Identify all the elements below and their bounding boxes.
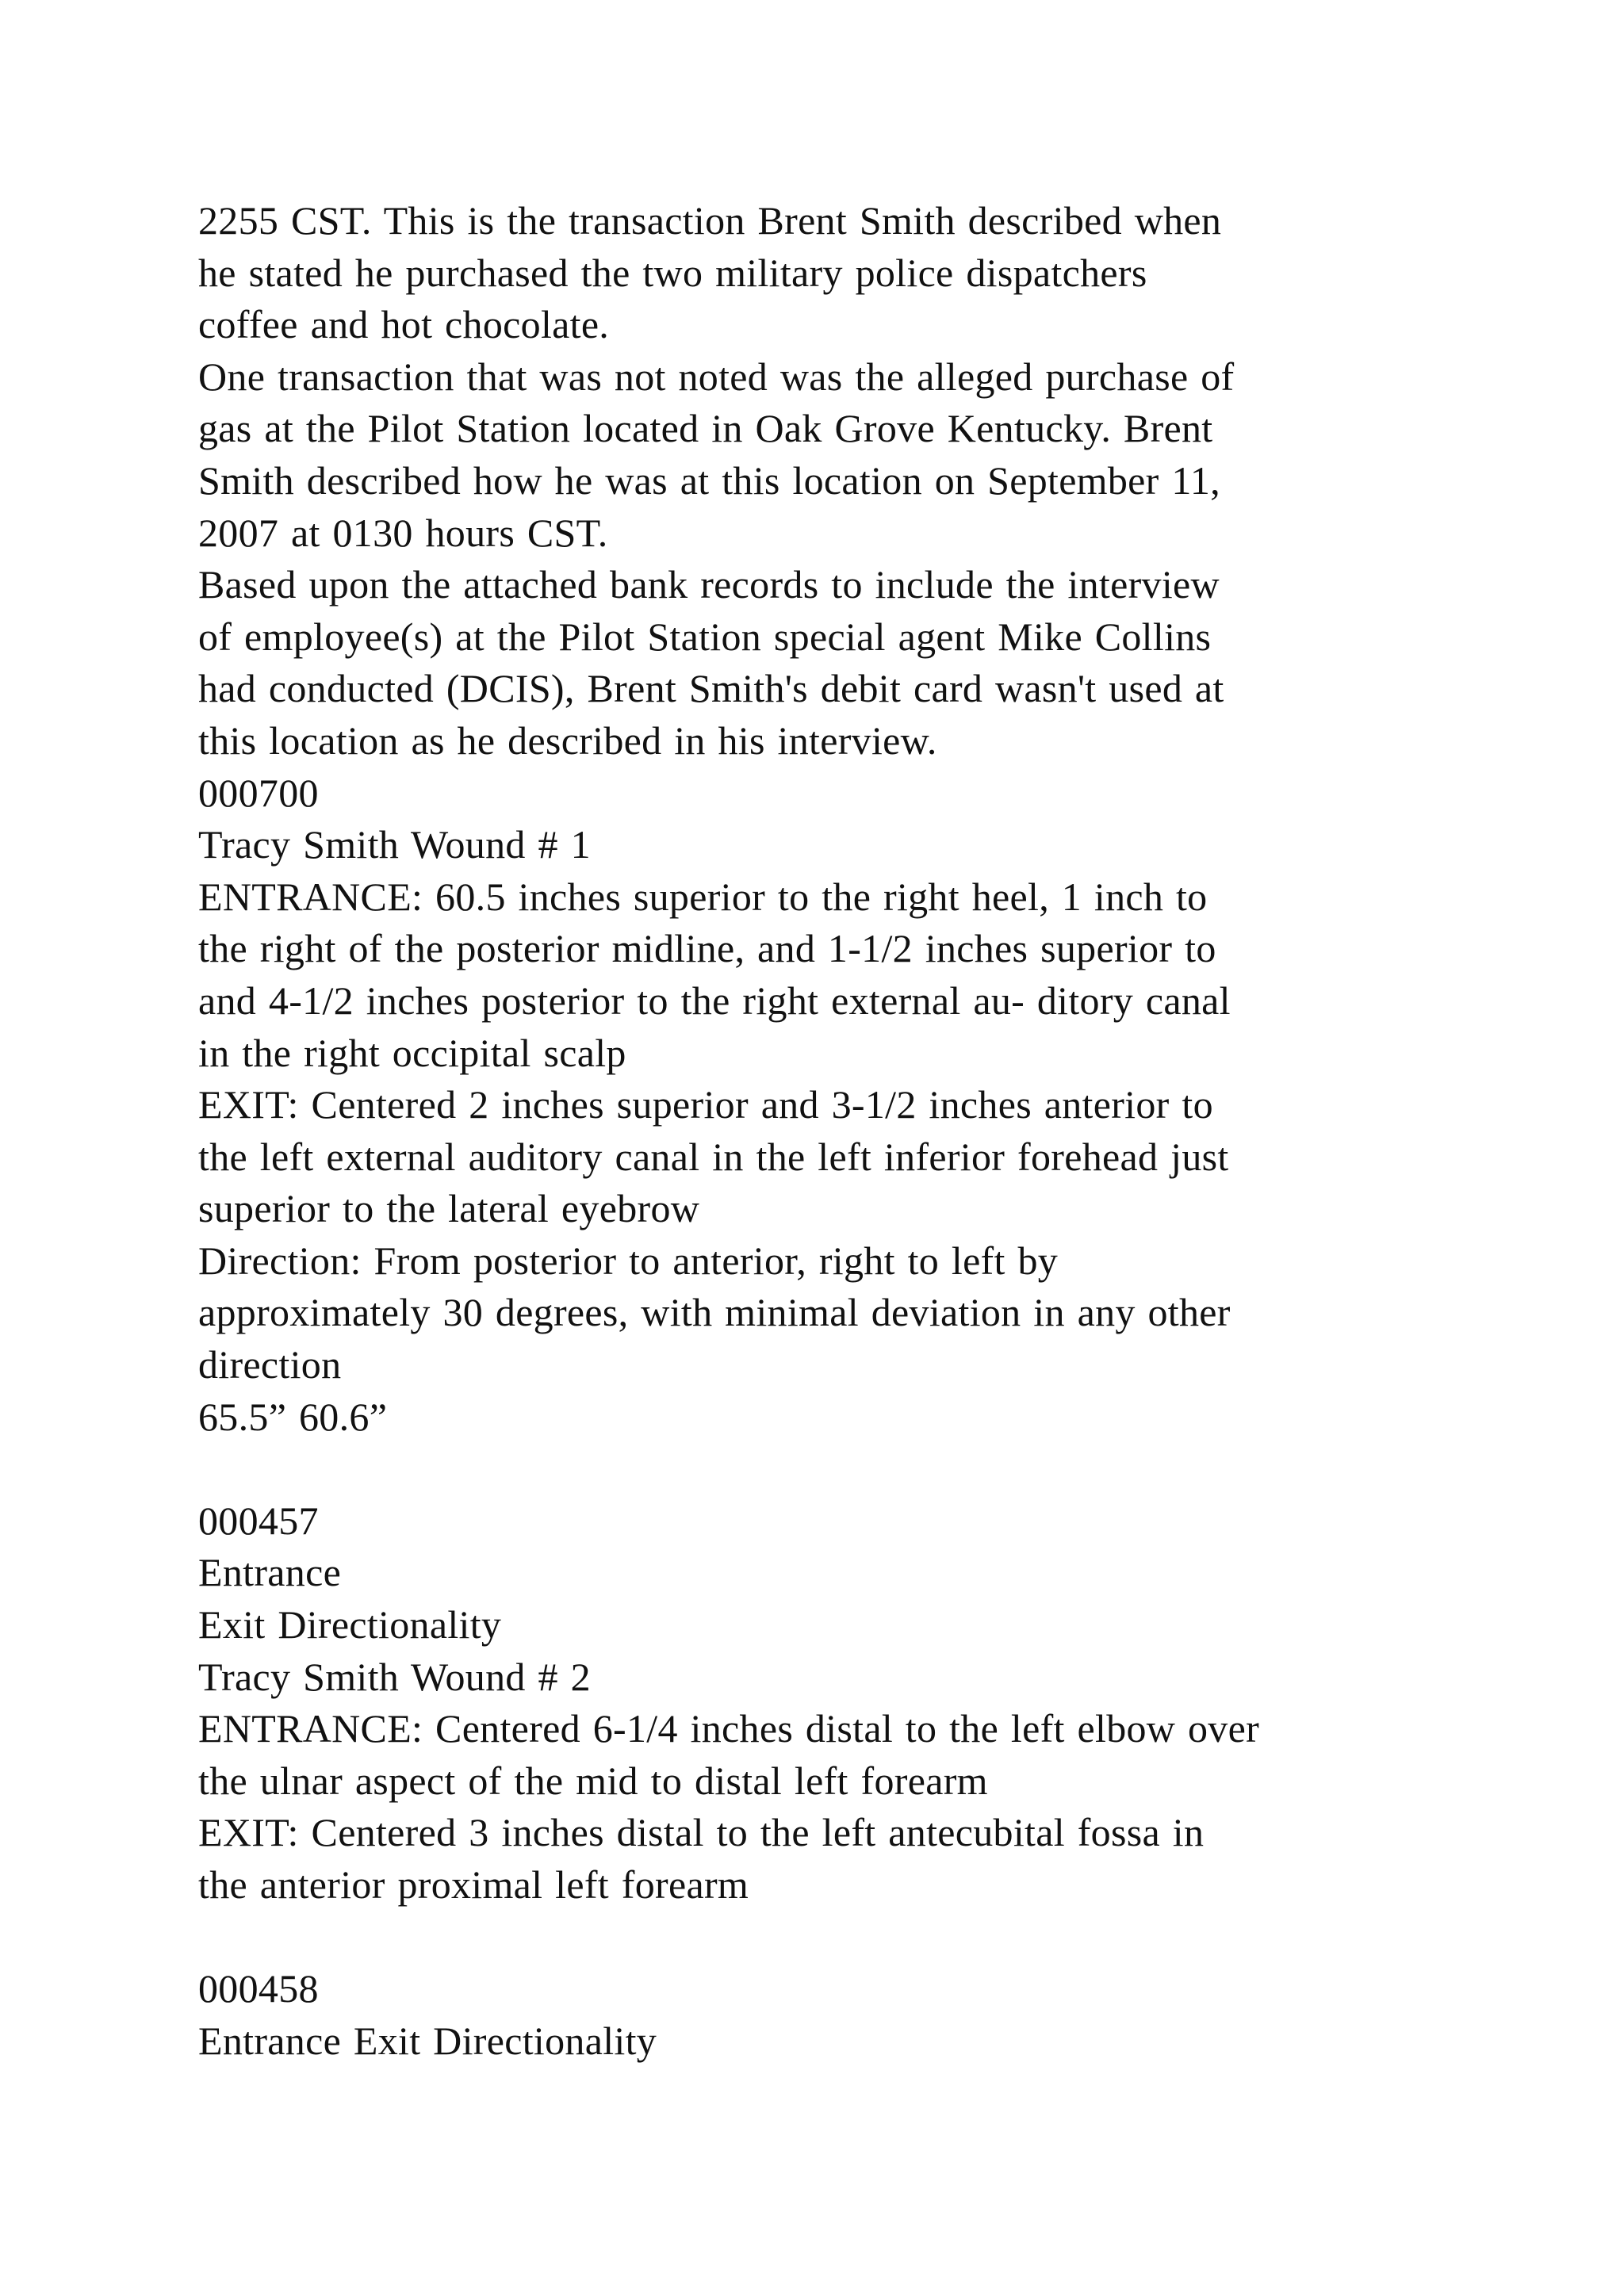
text-line: Based upon the attached bank records to include the interview	[198, 562, 1220, 607]
text-line: Exit Directionality	[198, 1602, 502, 1647]
text-line: he stated he purchased the two military police dispatchers	[198, 250, 1147, 295]
blank-line	[198, 1911, 1507, 1964]
text-line: approximately 30 degrees, with minimal deviation in any other	[198, 1290, 1231, 1335]
text-line: gas at the Pilot Station located in Oak Grove Kentucky. Brent	[198, 406, 1213, 451]
text-line: and 4-1/2 inches posterior to the right external au- ditory canal	[198, 978, 1231, 1023]
document-body	[198, 195, 1507, 2067]
measurement-line: 65.5” 60.6”	[198, 1394, 388, 1439]
text-line: the right of the posterior midline, and 1-1/2 inches superior to	[198, 926, 1216, 971]
bates-number: 000457	[198, 1498, 319, 1543]
blank-line	[198, 1443, 1507, 1495]
text-line: 2007 at 0130 hours CST.	[198, 510, 608, 555]
text-line: coffee and hot chocolate.	[198, 302, 610, 347]
text-line: direction	[198, 1342, 342, 1387]
text-line: 2255 CST. This is the transaction Brent Smith described when	[198, 198, 1222, 243]
text-line: of employee(s) at the Pilot Station special agent Mike Collins	[198, 614, 1212, 659]
text-line: One transaction that was not noted was the alleged purchase of	[198, 354, 1235, 399]
text-line: in the right occipital scalp	[198, 1030, 626, 1075]
text-line: superior to the lateral eyebrow	[198, 1186, 700, 1231]
text-line: the anterior proximal left forearm	[198, 1862, 749, 1907]
bates-number: 000700	[198, 770, 319, 815]
text-line: EXIT: Centered 3 inches distal to the left antecubital fossa in	[198, 1810, 1205, 1855]
text-line: Direction: From posterior to anterior, right to left by	[198, 1238, 1059, 1283]
text-line: had conducted (DCIS), Brent Smith's debit card wasn't used at	[198, 666, 1224, 711]
text-line: Smith described how he was at this location on September 11,	[198, 457, 1220, 503]
text-line: this location as he described in his interview.	[198, 718, 937, 763]
text-line: the ulnar aspect of the mid to distal left forearm	[198, 1758, 988, 1803]
text-line: EXIT: Centered 2 inches superior and 3-1/2 inches anterior to	[198, 1082, 1213, 1127]
bates-number: 000458	[198, 1966, 319, 2011]
text-line: Entrance	[198, 1550, 342, 1595]
text-line: Entrance Exit Directionality	[198, 2018, 657, 2063]
text-line: ENTRANCE: 60.5 inches superior to the right heel, 1 inch to	[198, 874, 1208, 919]
text-line: the left external auditory canal in the left inferior forehead just	[198, 1134, 1229, 1179]
text-line: ENTRANCE: Centered 6-1/4 inches distal to the left elbow over	[198, 1706, 1260, 1751]
wound-heading: Tracy Smith Wound # 2	[198, 1654, 591, 1699]
wound-heading: Tracy Smith Wound # 1	[198, 822, 591, 867]
